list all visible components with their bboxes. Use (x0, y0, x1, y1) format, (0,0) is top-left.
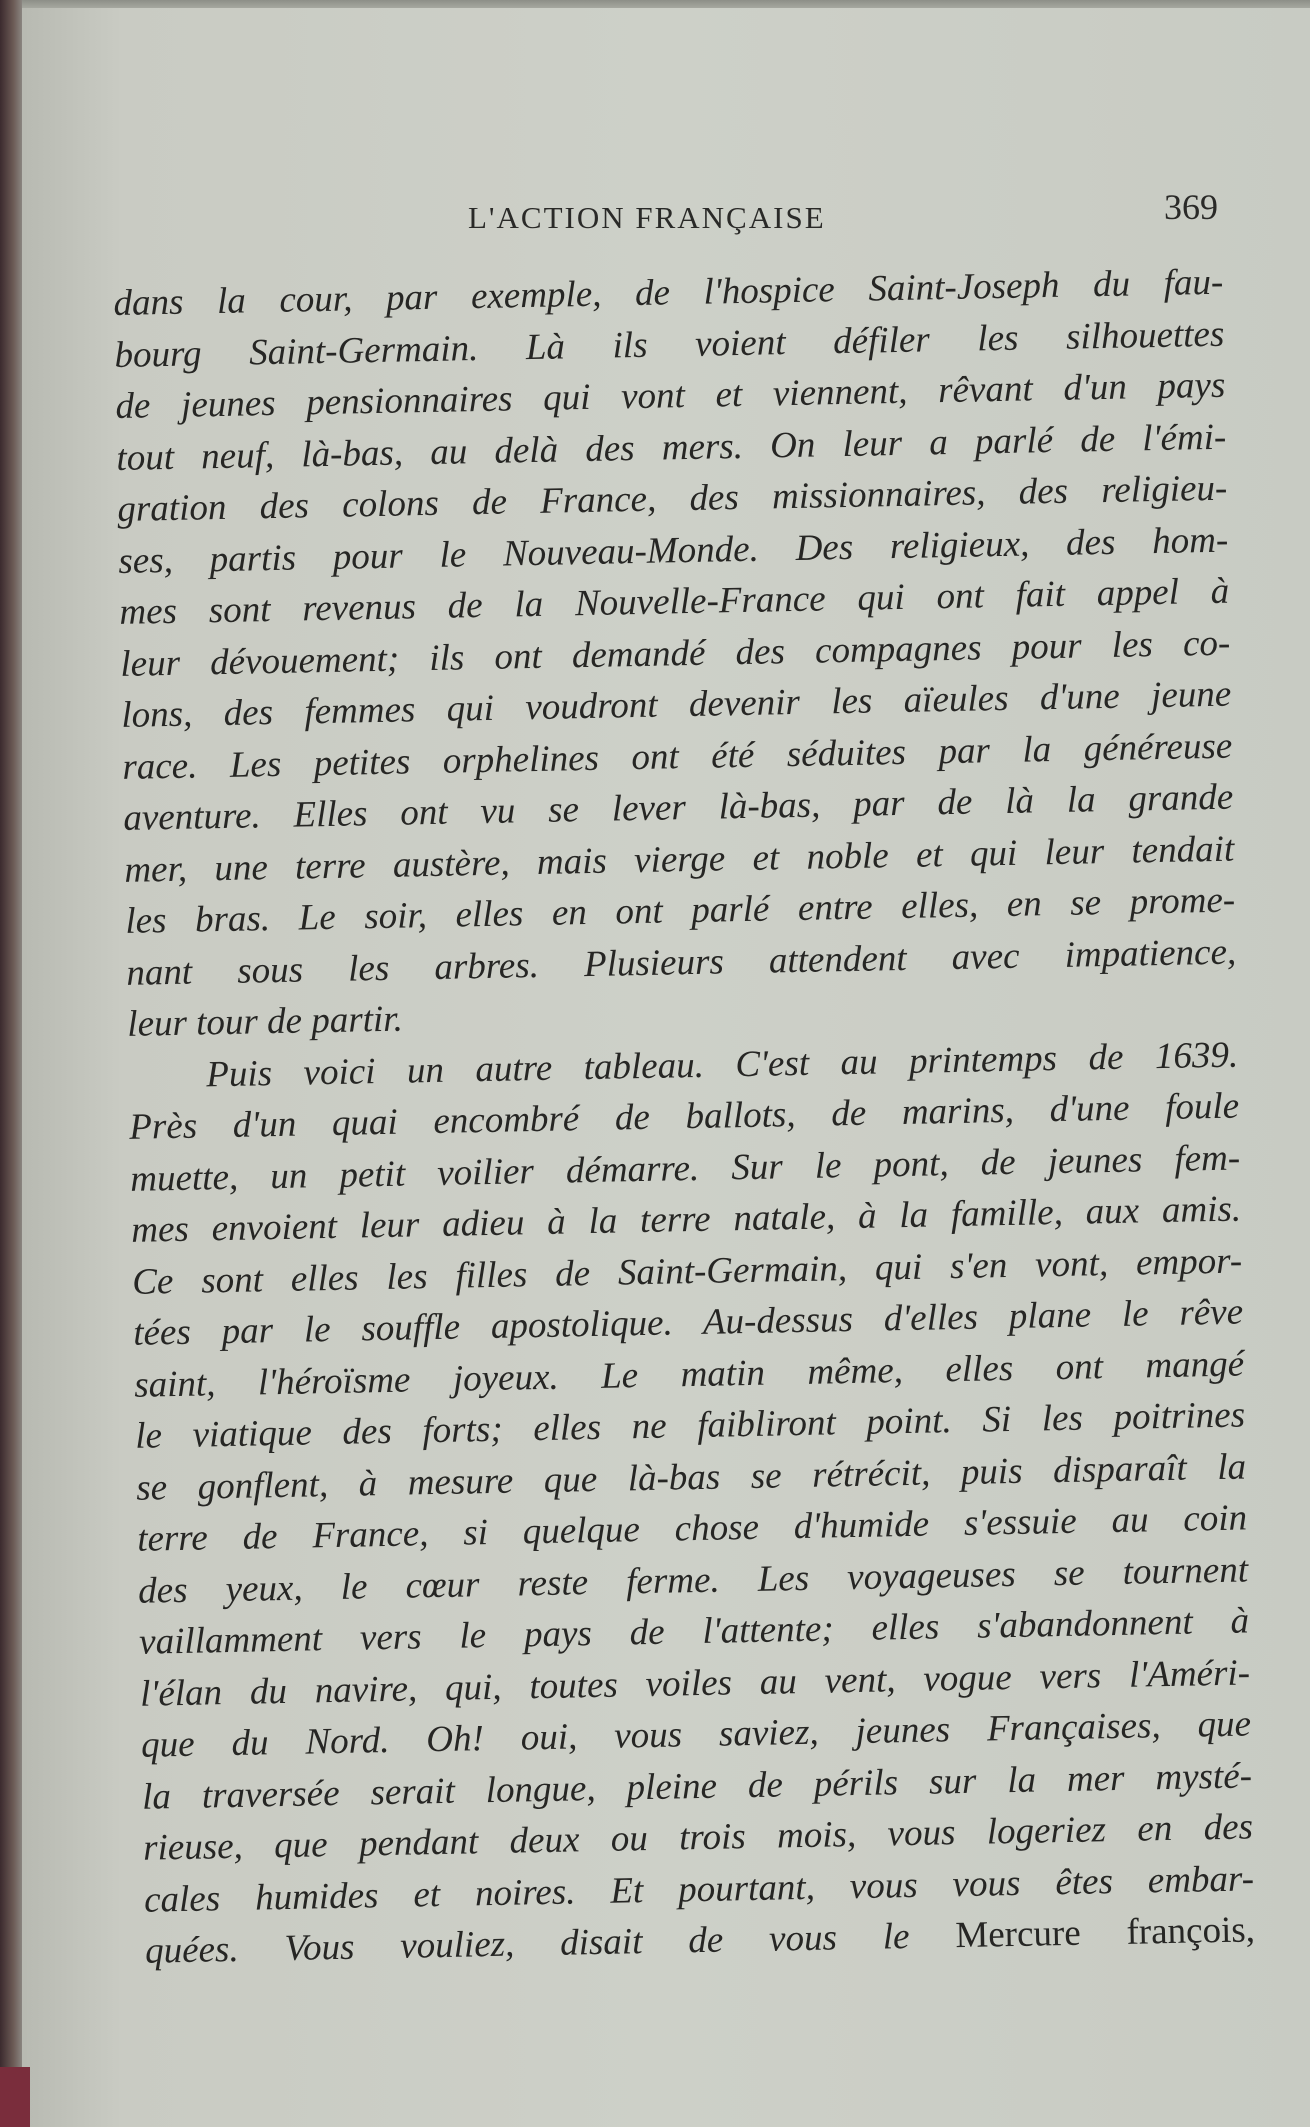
text-line: tées par le souffle apostolique. Au-dessus d'elles plane le rêve (132, 1291, 1244, 1354)
text-line: le viatique des forts; elles ne faibliront point. Si les poitrines (134, 1394, 1246, 1457)
text-line: tout neuf, là-bas, au delà des mers. On leur a parlé de l'émi- (116, 416, 1227, 479)
text-line: leur dévouement; ils ont demandé des compagnes pour les co- (120, 622, 1231, 685)
text-line: leur tour de partir. (126, 998, 404, 1045)
paragraph-1 (113, 257, 1238, 1051)
paragraph-2 (128, 1029, 1256, 1977)
text-line-italic: quées. Vous vouliez, disait de vous le (144, 1915, 956, 1972)
text-line: la traversée serait longue, pleine de périls sur la mer mysté- (141, 1754, 1253, 1818)
cover-edge (0, 2067, 30, 2127)
text-line: Ce sont elles les filles de Saint-Germain, qui s'en vont, empor- (131, 1240, 1243, 1303)
text-line: saint, l'héroïsme joyeux. Le matin même, elles ont mangé (133, 1342, 1245, 1406)
text-line: que du Nord. Oh! oui, vous saviez, jeunes Françaises, que (140, 1703, 1252, 1766)
text-line: cales humides et noires. Et pourtant, vous vous êtes embar- (143, 1857, 1255, 1921)
body-text (113, 257, 1255, 1977)
text-line: muette, un petit voilier démarre. Sur le pont, de jeunes fem- (129, 1137, 1241, 1200)
text-line: race. Les petites orphelines ont été séduites par la généreuse (121, 725, 1233, 788)
page-left-edge (0, 0, 22, 2127)
text-line: gration des colons de France, des missionnaires, des religieu- (117, 467, 1228, 530)
text-line: Puis voici un autre tableau. C'est au printemps de 1639. (205, 1034, 1239, 1095)
text-line: dans la cour, par exemple, de l'hospice Saint-Joseph du fau- (113, 261, 1224, 324)
text-line: se gonflent, à mesure que là-bas se rétrécit, puis disparaît la (135, 1445, 1247, 1509)
text-line: Près d'un quai encombré de ballots, de marins, d'une foule (128, 1085, 1240, 1148)
text-line: les bras. Le soir, elles en ont parlé entre elles, en se prome- (124, 879, 1236, 942)
text-line: ses, partis pour le Nouveau-Monde. Des religieux, des hom- (118, 519, 1229, 582)
text-line: lons, des femmes qui voudront devenir les aïeules d'une jeune (121, 673, 1232, 736)
text-line-roman: Mercure françois, (954, 1909, 1256, 1957)
running-head (128, 187, 1218, 250)
text-line: bourg Saint-Germain. Là ils voient défiler les silhouettes (114, 313, 1225, 376)
text-line: vaillamment vers le pays de l'attente; elles s'abandonnent à (138, 1600, 1250, 1663)
text-line: mes sont revenus de la Nouvelle-France qui ont fait appel à (119, 570, 1230, 633)
text-line: rieuse, que pendant deux ou trois mois, vous logeriez en des (142, 1806, 1254, 1869)
text-line: nant sous les arbres. Plusieurs attendent avec impatience, (125, 931, 1237, 994)
text-line: aventure. Elles ont vu se lever là-bas, par de là la grande (122, 776, 1234, 839)
text-line: l'élan du navire, qui, toutes voiles au vent, vogue vers l'Améri- (139, 1651, 1251, 1715)
text-line: terre de France, si quelque chose d'humide s'essuie au coin (136, 1497, 1248, 1560)
book-page (18, 8, 1310, 2127)
text-line: mer, une terre austère, mais vierge et noble et qui leur tendait (123, 828, 1235, 891)
page-number: 369 (1164, 187, 1218, 227)
text-line: des yeux, le cœur reste ferme. Les voyageuses se tournent (137, 1548, 1249, 1612)
text-line: de jeunes pensionnaires qui vont et viennent, rêvant d'un pays (115, 364, 1226, 427)
text-line: mes envoient leur adieu à la terre natale, à la famille, aux amis. (130, 1188, 1242, 1251)
running-title: L'ACTION FRANÇAISE (468, 200, 826, 235)
